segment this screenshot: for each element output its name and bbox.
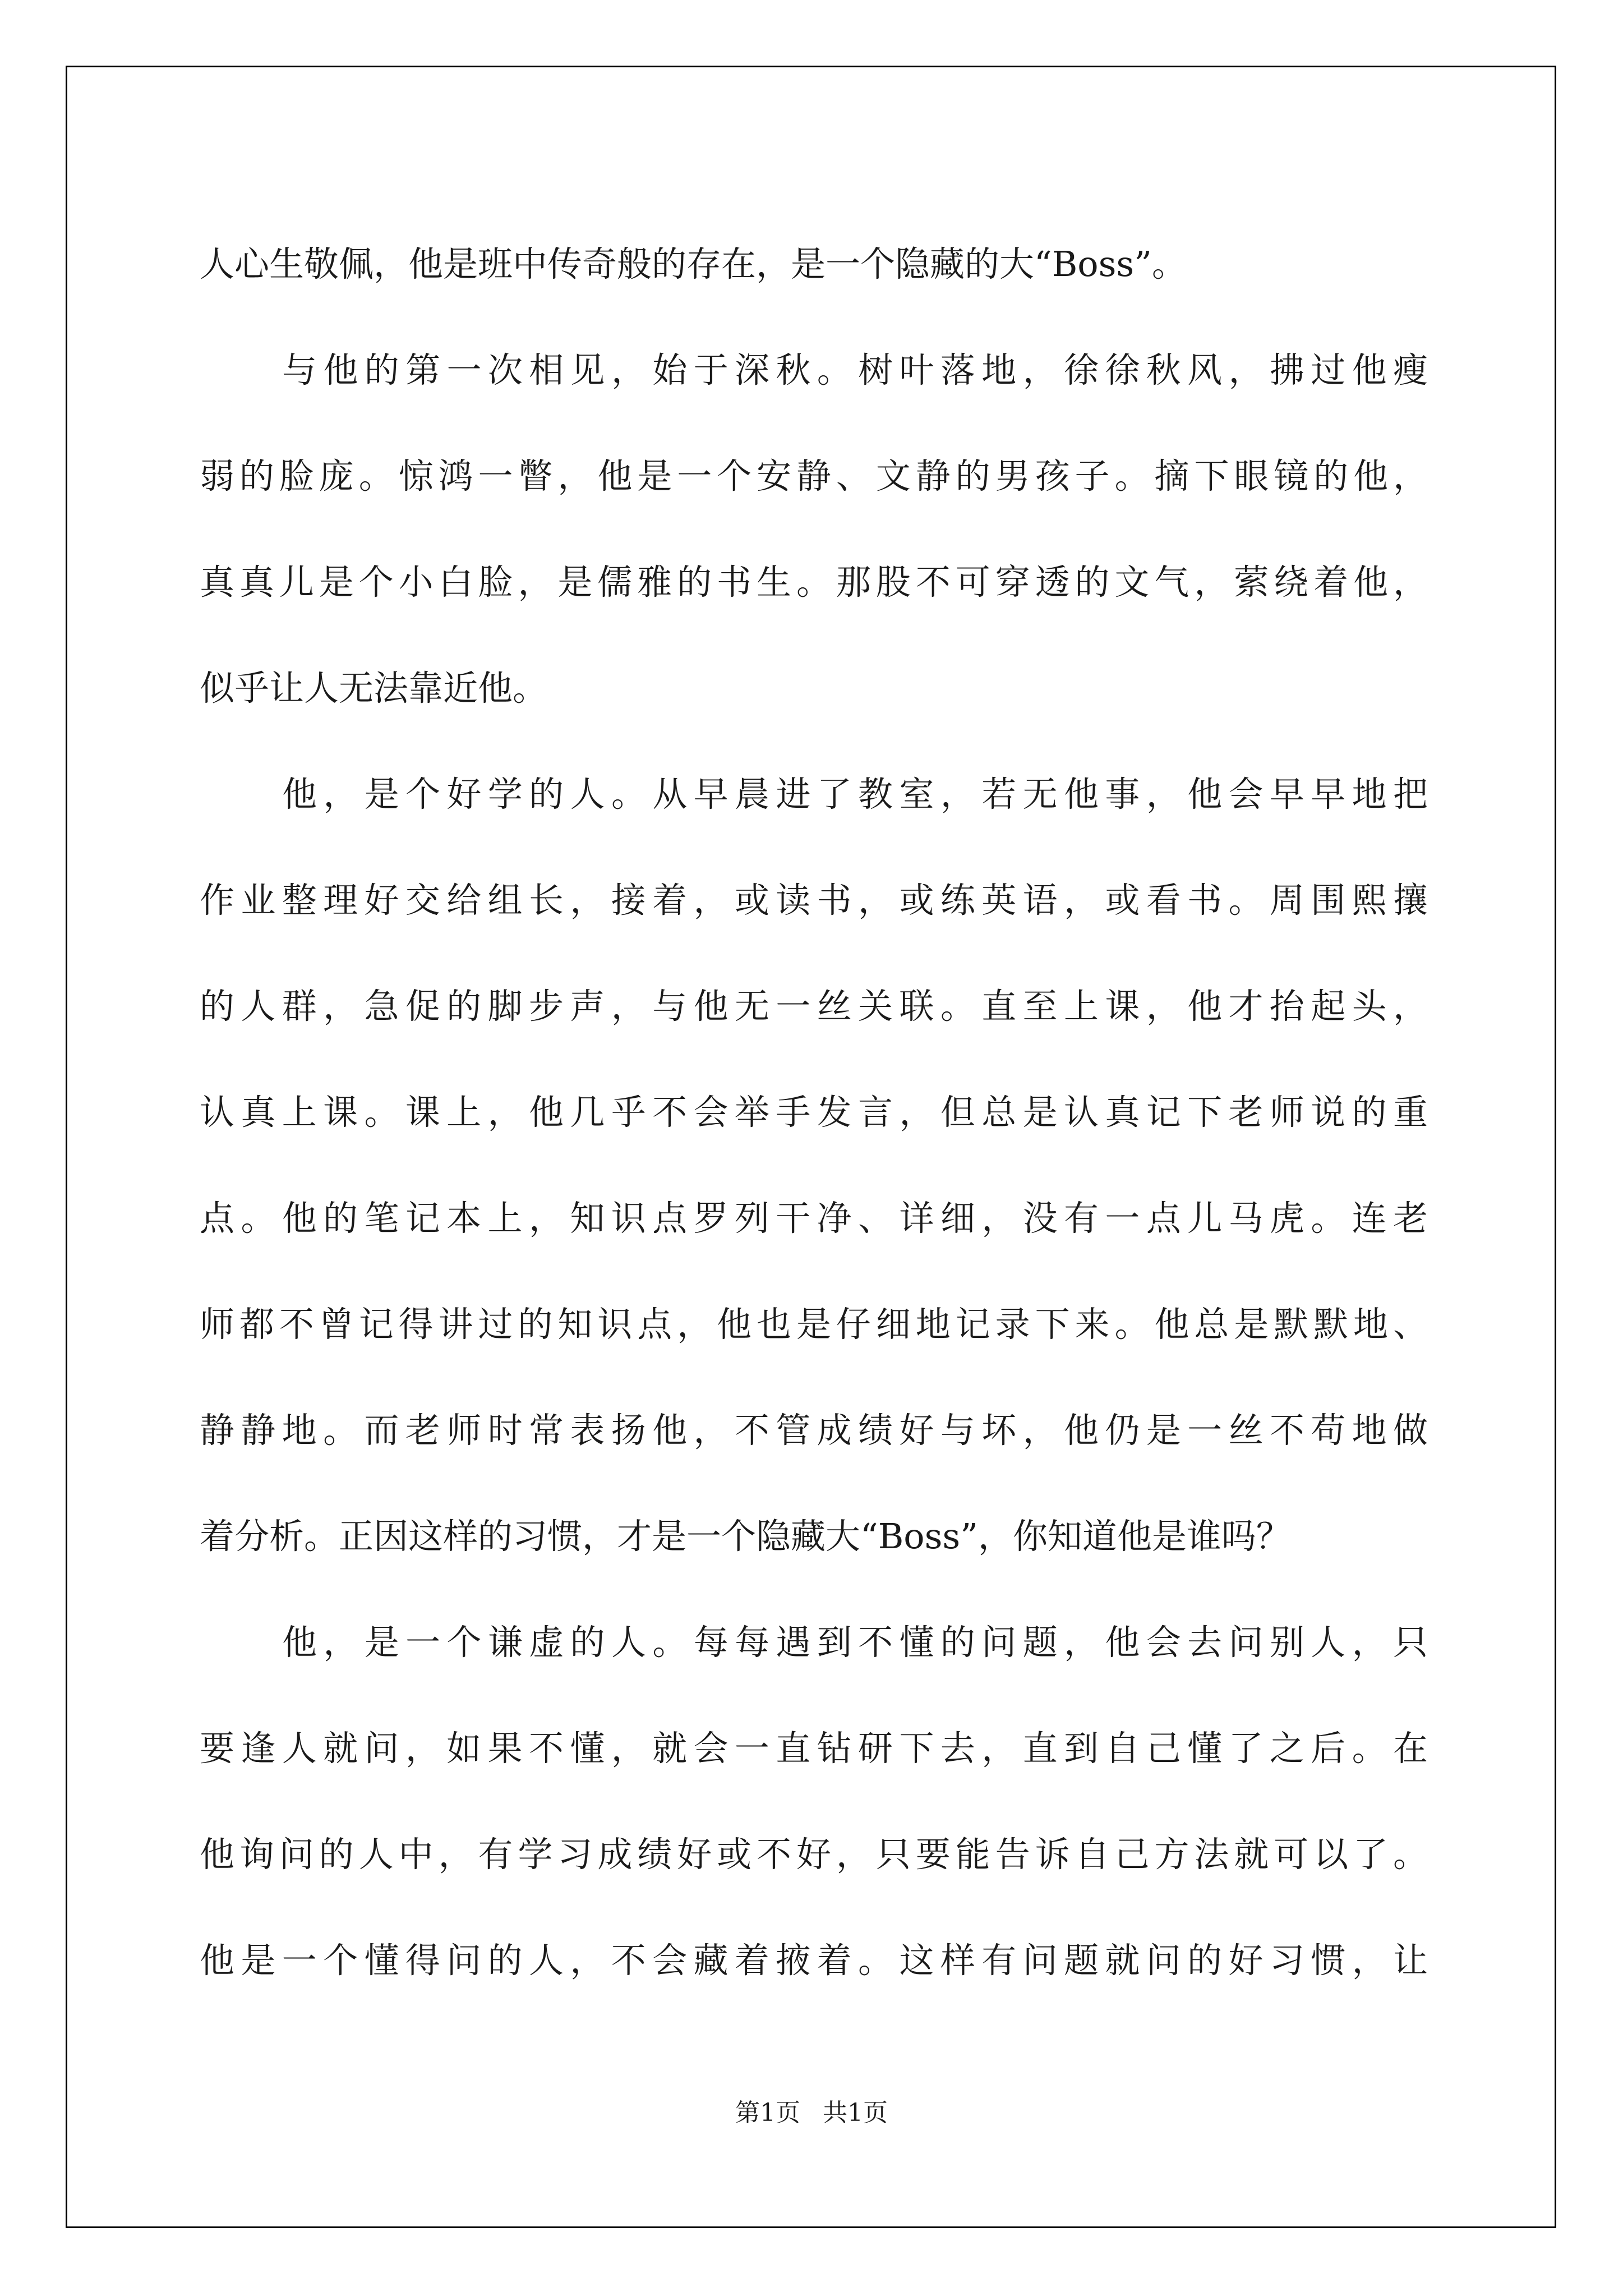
text-line: 着分析。正因这样的习惯，才是一个隐藏大“Boss”，你知道他是谁吗？ xyxy=(200,1516,1291,1557)
text-line: 作业整理好交给组长，接着，或读书，或练英语，或看书。周围熙攘 xyxy=(200,880,1428,921)
text-line: 他，是一个谦虚的人。每每遇到不懂的问题，他会去问别人，只 xyxy=(282,1622,1428,1663)
text-line: 他是一个懂得问的人，不会藏着掖着。这样有问题就问的好习惯，让 xyxy=(200,1940,1428,1981)
text-line: 要逢人就问，如果不懂，就会一直钻研下去，直到自己懂了之后。在 xyxy=(200,1728,1428,1769)
text-line: 真真儿是个小白脸，是儒雅的书生。那股不可穿透的文气，萦绕着他， xyxy=(200,562,1428,602)
text-line: 他询问的人中，有学习成绩好或不好，只要能告诉自己方法就可以了。 xyxy=(200,1834,1428,1875)
text-line: 认真上课。课上，他几乎不会举手发言，但总是认真记下老师说的重 xyxy=(200,1092,1428,1133)
page-total: 共1页 xyxy=(823,2099,888,2127)
text-line: 的人群，急促的脚步声，与他无一丝关联。直至上课，他才抬起头， xyxy=(200,986,1428,1027)
text-line: 他，是个好学的人。从早晨进了教室，若无他事，他会早早地把 xyxy=(282,774,1428,815)
text-line: 人心生敬佩，他是班中传奇般的存在，是一个隐藏的大“Boss”。 xyxy=(200,243,1187,284)
text-line: 与他的第一次相见，始于深秋。树叶落地，徐徐秋风，拂过他瘦 xyxy=(282,349,1428,390)
text-line: 静静地。而老师时常表扬他，不管成绩好与坏，他仍是一丝不苟地做 xyxy=(200,1410,1428,1451)
document-body xyxy=(200,211,1428,2013)
text-line: 师都不曾记得讲过的知识点，他也是仔细地记录下来。他总是默默地、 xyxy=(200,1304,1428,1345)
page-footer xyxy=(0,2092,1623,2128)
page-number: 第1页 xyxy=(735,2099,800,2127)
text-line: 弱的脸庞。惊鸿一瞥，他是一个安静、文静的男孩子。摘下眼镜的他， xyxy=(200,455,1428,496)
text-line: 点。他的笔记本上，知识点罗列干净、详细，没有一点儿马虎。连老 xyxy=(200,1198,1428,1239)
text-line: 似乎让人无法靠近他。 xyxy=(200,668,548,708)
